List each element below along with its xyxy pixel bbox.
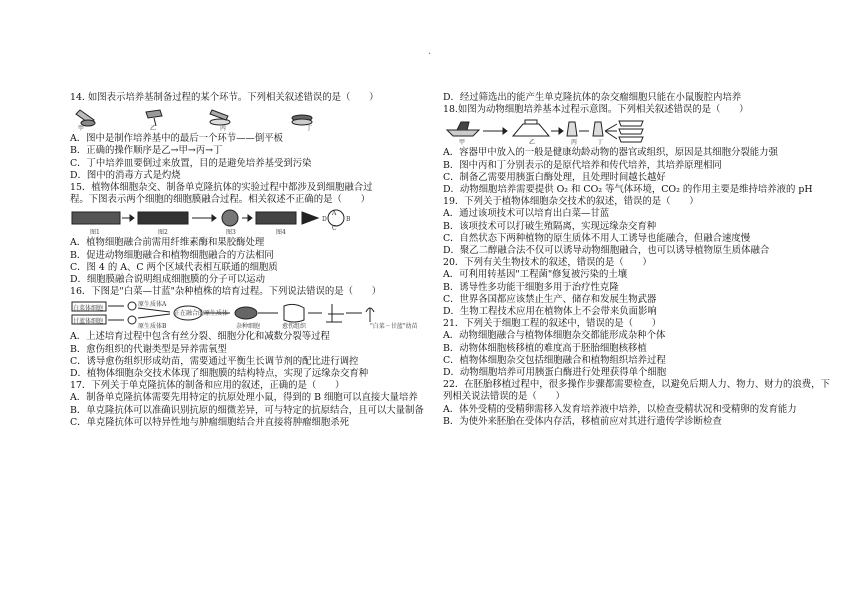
q17-option-c: C．单克隆抗体可以特异性地与肿瘤细胞结合并直接将肿瘤细胞杀死 [70,416,350,428]
q19-option-c: C．自然状态下两种植物的原生质体不用人工诱导也能融合，但融合速度慢 [443,232,751,244]
q18-option-c: C．制备乙需要用胰蛋白酶处理，且处理时间越长越好 [443,171,666,183]
q14-option-c: C．丁中培养皿要倒过来放置，目的是避免培养基受到污染 [70,157,312,169]
question-15-stem-line1: 15．植物体细胞杂交、制备单克隆抗体的实验过程中都涉及到细胞融合过 [70,182,373,194]
q14-label-bing: 丙 [220,125,227,133]
q15-option-a: A．植物细胞融合前需用纤维素酶和果胶酶处理 [70,237,265,249]
q21-option-a: A．动物细胞融合与植物体细胞杂交都能形成杂种个体 [443,330,666,342]
q18-label-bing: 丙 [571,139,578,147]
q17-option-a: A．制备单克隆抗体需要先用特定的抗原处理小鼠，得到的 B 细胞可以直接大量培养 [70,392,418,404]
q16-label-ganlan: 甘蓝体细胞 [73,318,104,326]
q19-option-a: A．通过该项技术可以培育出白菜—甘蓝 [443,208,610,220]
q18-label-ding: 丁 [597,139,604,147]
q15-label-a: A [332,210,337,218]
q21-option-c: C．植物体细胞杂交包括细胞融合和植物组织培养过程 [443,354,666,366]
q14-option-a: A．图中是制作培养基中的最后一个环节——倒平板 [70,133,284,145]
q15-label-b: B [346,216,351,224]
q14-label-jia: 甲 [78,125,85,133]
q18-label-jia: 甲 [459,139,466,147]
q20-option-d: D．生物工程技术应用在植物体上不会带来负面影响 [443,306,657,318]
q14-label-ding: 丁 [306,125,313,133]
question-20-stem: 20．下列有关生物技术的叙述，错误的是（ ） [443,257,652,269]
q18-option-a: A．容器甲中放入的一般是健康幼龄动物的器官或组织，原因是其细胞分裂能力强 [443,147,778,159]
q15-label-fig4: 图4 [276,229,286,237]
q15-option-b: B．促进动物细胞融合和植物细胞融合的方法相同 [70,249,274,261]
q16-figure [70,300,454,331]
question-15-stem-line2: 程。下图表示两个细胞的细胞膜融合过程。相关叙述不正确的是（ ） [70,194,371,206]
q14-option-b: B．正确的操作顺序是乙→甲→丙→丁 [70,145,223,157]
header-mark: . [428,46,432,57]
question-14-stem: 14. 如图表示培养基制备过程的某个环节。下列相关叙述错误的是（ ） [70,92,379,103]
q15-label-fig3: 图3 [226,229,236,237]
question-21-stem: 21．下列关于细胞工程的叙述中，错误的是（ ） [443,318,662,330]
q14-figure-drawing [70,106,454,130]
q15-label-c: C [332,225,337,233]
q16-label-fusing: 正在融合的原生质体 [174,310,229,318]
q16-label-callus: 愈伤组织 [282,323,307,331]
q18-option-d: D．动物细胞培养需要提供 O₂ 和 CO₂ 等气体环境，CO₂ 的作用主要是维持培养液的 pH [443,184,813,196]
q15-figure-drawing [70,208,454,234]
q15-label-fig1: 图1 [90,229,100,237]
q16-option-a: A．上述培育过程中包含有丝分裂、细胞分化和减数分裂等过程 [70,331,330,343]
right-column [443,92,835,428]
q22-option-a: A．体外受精的受精卵需移入发育培养液中培养，以检查受精状况和受精卵的发育能力 [443,403,797,415]
q14-label-yi: 乙 [150,125,157,133]
left-column [70,92,454,429]
q14-option-d: D．图中的消毒方式是灼烧 [70,169,181,181]
q20-option-a: A．可利用转基因"工程菌"修复被污染的土壤 [443,269,628,281]
q16-label-protoplast-a: 原生质体A [138,301,167,309]
q18-figure [443,118,835,147]
q20-option-b: B．诱导性多功能干细胞多用于治疗性克隆 [443,281,619,293]
q16-label-baicai: 白菜体细胞 [73,305,104,313]
q18-figure-drawing [443,118,835,144]
q16-label-seedling: "白菜－甘蓝"幼苗 [370,323,418,331]
question-17-stem: 17．下列关于单克隆抗体的制备和应用的叙述，正确的是（ ） [70,380,345,392]
q15-option-d: D．细胞膜融合说明组成细胞膜的分子可以运动 [70,274,266,286]
q16-option-b: B．愈伤组织的代谢类型是异养需氧型 [70,343,227,355]
q16-option-d: D．植物体细胞杂交技术体现了细胞膜的结构特点，实现了远缘杂交育种 [70,368,369,380]
question-16-stem: 16．下图是"白菜—甘蓝"杂种植株的培育过程。下列说法错误的是（ ） [70,286,382,298]
q16-label-hybrid-cell: 杂种细胞 [236,323,261,331]
q18-option-b: B．图中丙和丁分别表示的是原代培养和传代培养，其培养原理相同 [443,159,722,171]
q17-option-d: D．经过筛选出的能产生单克隆抗体的杂交瘤细胞只能在小鼠腹腔内培养 [443,92,742,103]
question-19-stem: 19．下列关于植物体细胞杂交技术的叙述，错误的是（ ） [443,196,699,208]
q21-option-d: D．动物细胞培养可用胰蛋白酶进行处理获得单个细胞 [443,367,667,379]
q21-option-b: B．动物体细胞核移植的难度高于胚胎细胞核移植 [443,342,647,354]
q19-option-d: D．聚乙二醇融合法不仅可以诱导动物细胞融合，也可以诱导植物原生质体融合 [443,245,770,257]
q15-option-c: C．图 4 的 A、C 两个区域代表相互联通的细胞质 [70,261,278,273]
q14-figure [70,106,454,133]
q15-figure [70,208,454,237]
q22-option-b: B．为使外来胚胎在受体内存活，移植前应对其进行遗传学诊断检查 [443,415,722,427]
q18-label-yi: 乙 [529,139,536,147]
q16-option-c: C．诱导愈伤组织形成幼苗，需要通过平衡生长调节剂的配比进行调控 [70,355,359,367]
question-22-stem: 22．在胚胎移植过程中，很多操作步骤都需要检查，以避免后期人力、物力、财力的浪费，下列相关说法错误的是（ ） [443,379,830,403]
q16-label-protoplast-b: 原生质体B [138,323,167,331]
q19-option-b: B．该项技术可以打破生殖隔离，实现远缘杂交育种 [443,220,657,232]
question-18-stem: 18.如图为动物细胞培养基本过程示意图。下列相关叙述错误的是（ ） [443,104,749,116]
q15-label-d: D [322,216,327,224]
q15-label-fig2: 图2 [158,229,168,237]
q20-option-c: C．世界各国都应该禁止生产、储存和发展生物武器 [443,293,657,305]
q17-option-b: B．单克隆抗体可以准确识别抗原的细微差异，可与特定的抗原结合，且可以大量制备 [70,404,424,416]
